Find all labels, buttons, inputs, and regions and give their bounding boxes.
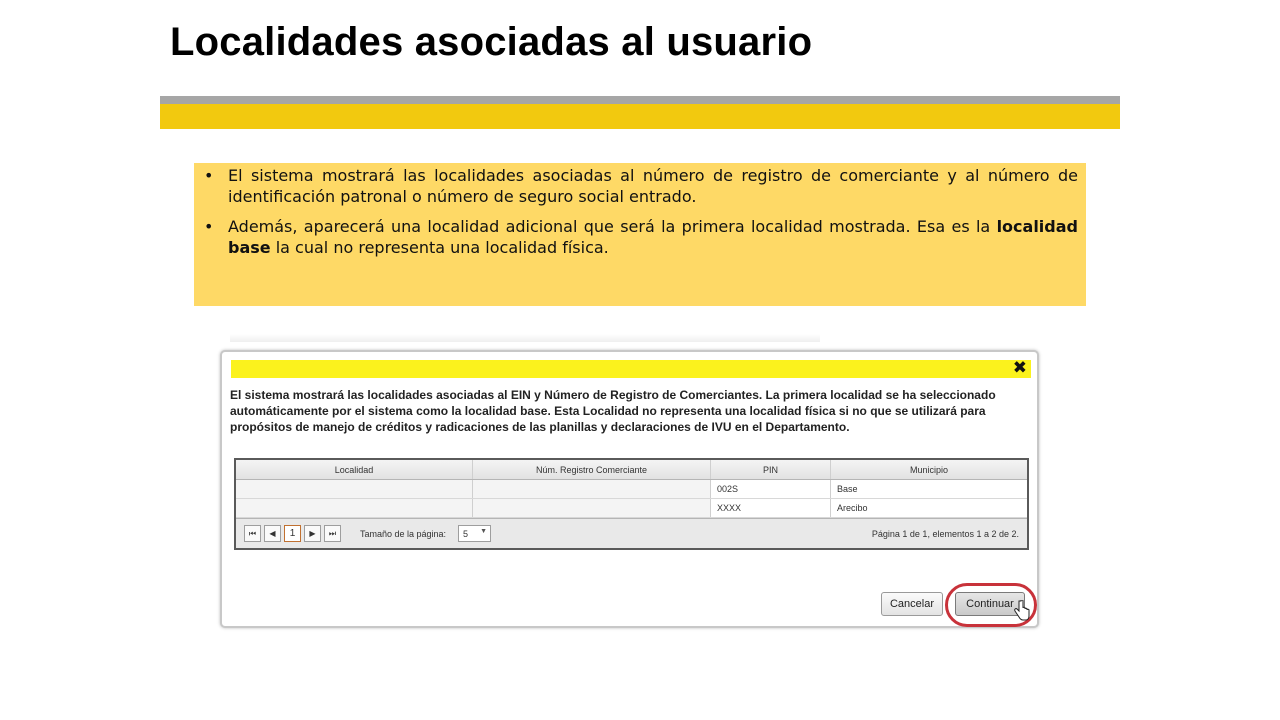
- bullet-item: [202, 216, 1078, 258]
- column-header-localidad[interactable]: Localidad: [236, 460, 473, 479]
- cell-pin: 002S: [711, 480, 831, 498]
- cell-localidad: [236, 499, 473, 517]
- cell-localidad: [236, 480, 473, 498]
- slide-title: Localidades asociadas al usuario: [170, 20, 813, 64]
- column-header-registro[interactable]: Núm. Registro Comerciante: [473, 460, 711, 479]
- page-size-value: 5: [463, 529, 469, 539]
- bullet-dot: •: [204, 166, 214, 185]
- previous-page-icon[interactable]: ◀: [264, 525, 281, 542]
- bullet-dot: •: [204, 217, 214, 236]
- chevron-down-icon: ▼: [480, 528, 487, 535]
- page-size-label: Tamaño de la página:: [360, 529, 447, 539]
- bullet-text: El sistema mostrará las localidades asociadas al número de registro de comerciante y al número de identificación patronal o número de seguro social entrado.: [228, 166, 1078, 206]
- bullet-text-bold: localidad base: [228, 217, 1078, 257]
- table-row[interactable]: [236, 499, 1027, 518]
- column-header-pin[interactable]: PIN: [711, 460, 831, 479]
- notes-box: [194, 163, 1086, 306]
- title-divider-yellow: [160, 104, 1120, 129]
- cell-registro: [473, 480, 711, 498]
- bullet-text-after: la cual no representa una localidad física.: [270, 238, 609, 257]
- localidades-table: [234, 458, 1029, 550]
- bullet-item: [202, 165, 1078, 207]
- table-row[interactable]: [236, 480, 1027, 499]
- last-page-icon[interactable]: ⏭: [324, 525, 341, 542]
- column-header-municipio[interactable]: Municipio: [909, 465, 949, 475]
- close-icon[interactable]: ✖: [1012, 358, 1027, 378]
- pager: [236, 518, 1027, 548]
- cell-municipio: Arecibo: [837, 503, 868, 513]
- title-divider-gray: [160, 96, 1120, 104]
- page-size-select[interactable]: [458, 525, 491, 542]
- bullet-list: [202, 165, 1078, 258]
- hand-cursor-icon: [1014, 600, 1030, 622]
- continue-button[interactable]: Continuar: [955, 592, 1025, 616]
- cell-pin: XXXX: [711, 499, 831, 517]
- cancel-button[interactable]: Cancelar: [881, 592, 943, 616]
- first-page-icon[interactable]: ⏮: [244, 525, 261, 542]
- bullet-text-before: Además, aparecerá una localidad adicional que será la primera localidad mostrada. Esa es la: [228, 217, 997, 236]
- cell-municipio: Base: [837, 484, 858, 494]
- next-page-icon[interactable]: ▶: [304, 525, 321, 542]
- cropped-heading-remnant: [230, 334, 820, 342]
- table-header: [236, 460, 1027, 480]
- cell-registro: [473, 499, 711, 517]
- current-page-button[interactable]: 1: [284, 525, 301, 542]
- dialog-header: [231, 360, 1031, 378]
- page-info: Página 1 de 1, elementos 1 a 2 de 2.: [871, 529, 1019, 539]
- dialog-message: El sistema mostrará las localidades asociadas al EIN y Número de Registro de Comerciantes. La primera localidad se ha seleccionado automáticamente por el sistema como la localidad base. Esta Localidad no representa una localidad física si no que se utilizará para propósitos de manejo de créditos y radicaciones de las planillas y declaraciones de IVU en el Departamento.: [230, 388, 996, 434]
- localidades-dialog: [220, 350, 1039, 628]
